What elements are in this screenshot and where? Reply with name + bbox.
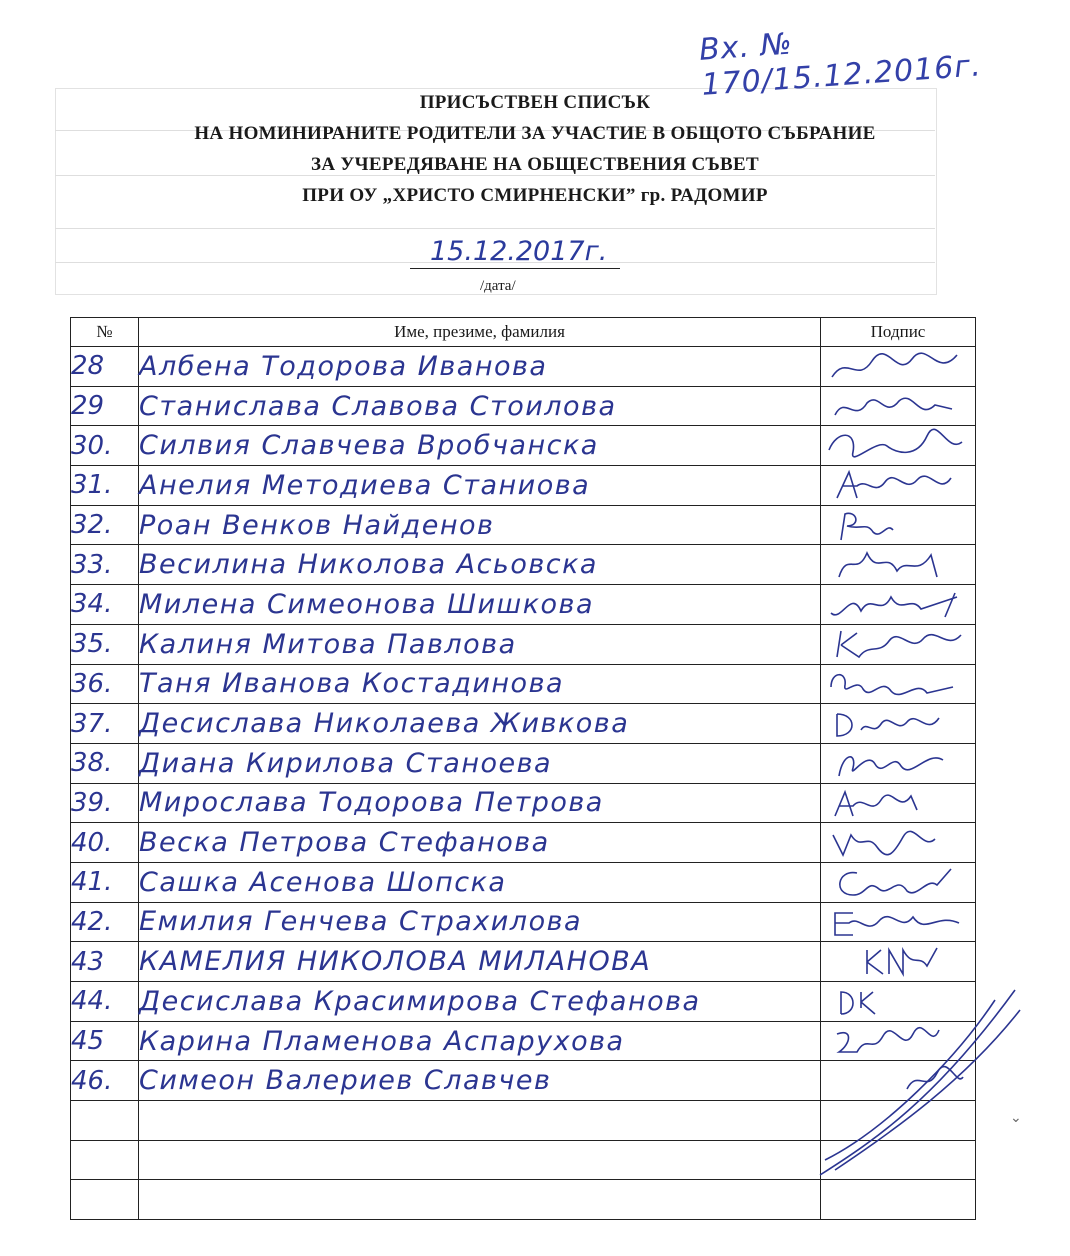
signature-cell [821,347,976,387]
participant-name: Роан Венков Найденов [139,505,821,545]
signature-cell [821,505,976,545]
page-subtitle-line-3: ПРИ ОУ „ХРИСТО СМИРНЕНСКИ” гр. РАДОМИР [302,185,768,206]
signature-scribble [827,349,967,385]
participant-name: Десислава Красимирова Стефанова [139,982,821,1022]
column-header-name: Име, презиме, фамилия [139,318,821,347]
signature-scribble [827,667,967,703]
row-number: 32. [71,505,139,545]
signature-cell [821,466,976,506]
table-row [71,624,976,664]
table-row [71,862,976,902]
table-row [71,1180,976,1220]
row-number [71,1101,139,1141]
signature-scribble [827,587,967,623]
participant-name: Силвия Славчева Вробчанска [139,426,821,466]
page-subtitle-line-2: ЗА УЧЕРЕДЯВАНЕ НА ОБЩЕСТВЕНИЯ СЪВЕТ [311,154,759,175]
column-header-signature: Подпис [821,318,976,347]
participant-name [139,1140,821,1180]
signature-cell [821,704,976,744]
date-caption: /дата/ [480,278,516,294]
signature-cell [821,942,976,982]
signature-scribble [827,706,967,742]
row-number: 44. [71,982,139,1022]
table-row [71,386,976,426]
signature-cell [821,902,976,942]
row-number: 42. [71,902,139,942]
row-number: 31. [71,466,139,506]
participant-name: Карина Пламенова Аспарухова [139,1021,821,1061]
signature-cell [821,783,976,823]
participant-name: Таня Иванова Костадинова [139,664,821,704]
row-number: 29 [71,386,139,426]
date-value: 15.12.2017г. [430,236,608,267]
signature-scribble [827,627,967,663]
row-number: 46. [71,1061,139,1101]
table-header-row [71,318,976,347]
page-title: ПРИСЪСТВЕН СПИСЪК [419,92,651,113]
participant-name: Мирослава Тодорова Петрова [139,783,821,823]
signature-scribble [827,746,967,782]
signature-cell [821,585,976,625]
participant-name: Анелия Методиева Станиова [139,466,821,506]
signature-cell [821,386,976,426]
participant-name: Албена Тодорова Иванова [139,347,821,387]
participant-name [139,1180,821,1220]
signature-scribble [827,389,967,425]
participant-name: Симеон Валериев Славчев [139,1061,821,1101]
row-number: 45 [71,1021,139,1061]
table-row [71,902,976,942]
participant-name: Десислава Николаева Живкова [139,704,821,744]
margin-tick: ⌄ [1010,1111,1022,1126]
signature-cell [821,862,976,902]
row-number: 38. [71,743,139,783]
table-row [71,347,976,387]
participant-name: Сашка Асенова Шопска [139,862,821,902]
signature-cell [821,545,976,585]
row-number: 43 [71,942,139,982]
signature-scribble [827,468,967,504]
signature-scribble [827,825,967,861]
table-row [71,783,976,823]
signature-scribble [827,944,967,980]
page-subtitle-line-1: НА НОМИНИРАНИТЕ РОДИТЕЛИ ЗА УЧАСТИЕ В ОБЩОТО СЪБРАНИЕ [194,123,876,144]
table-row [71,545,976,585]
participant-name [139,1101,821,1141]
row-number: 40. [71,823,139,863]
participant-name: Калиня Митова Павлова [139,624,821,664]
registration-number-stamp: Вх. № 170/15.12.2016г. [698,26,983,103]
table-row [71,664,976,704]
table-row [71,466,976,506]
signature-cell [821,426,976,466]
row-number: 34. [71,585,139,625]
signature-scribble [827,905,967,941]
row-number: 37. [71,704,139,744]
signature-cell [821,1180,976,1220]
row-number [71,1140,139,1180]
table-row [71,505,976,545]
participant-name: Емилия Генчева Страхилова [139,902,821,942]
participant-name: Диана Кирилова Станоева [139,743,821,783]
row-number: 41. [71,862,139,902]
row-number: 33. [71,545,139,585]
table-row [71,823,976,863]
signature-scribble [827,428,967,464]
table-row [71,704,976,744]
date-underline [410,268,620,269]
signature-cell [821,664,976,704]
participant-name: Станислава Славова Стоилова [139,386,821,426]
table-row [71,743,976,783]
row-number: 39. [71,783,139,823]
row-number: 28 [71,347,139,387]
participant-name: Милена Симеонова Шишкова [139,585,821,625]
ghost-line [55,228,935,229]
table-row [71,426,976,466]
signature-cell [821,624,976,664]
signature-scribble [827,508,967,544]
participant-name: Весилина Николова Асьовска [139,545,821,585]
row-number: 35. [71,624,139,664]
row-number [71,1180,139,1220]
table-row [71,942,976,982]
signature-cell [821,743,976,783]
participant-name: Веска Петрова Стефанова [139,823,821,863]
table-row [71,585,976,625]
column-header-number: № [71,318,139,347]
participant-name: КАМЕЛИЯ НИКОЛОВА МИЛАНОВА [139,942,821,982]
signature-scribble [827,865,967,901]
signature-scribble [827,547,967,583]
closing-scrawl [815,980,1025,1180]
row-number: 36. [71,664,139,704]
signature-cell [821,823,976,863]
signature-scribble [827,786,967,822]
row-number: 30. [71,426,139,466]
